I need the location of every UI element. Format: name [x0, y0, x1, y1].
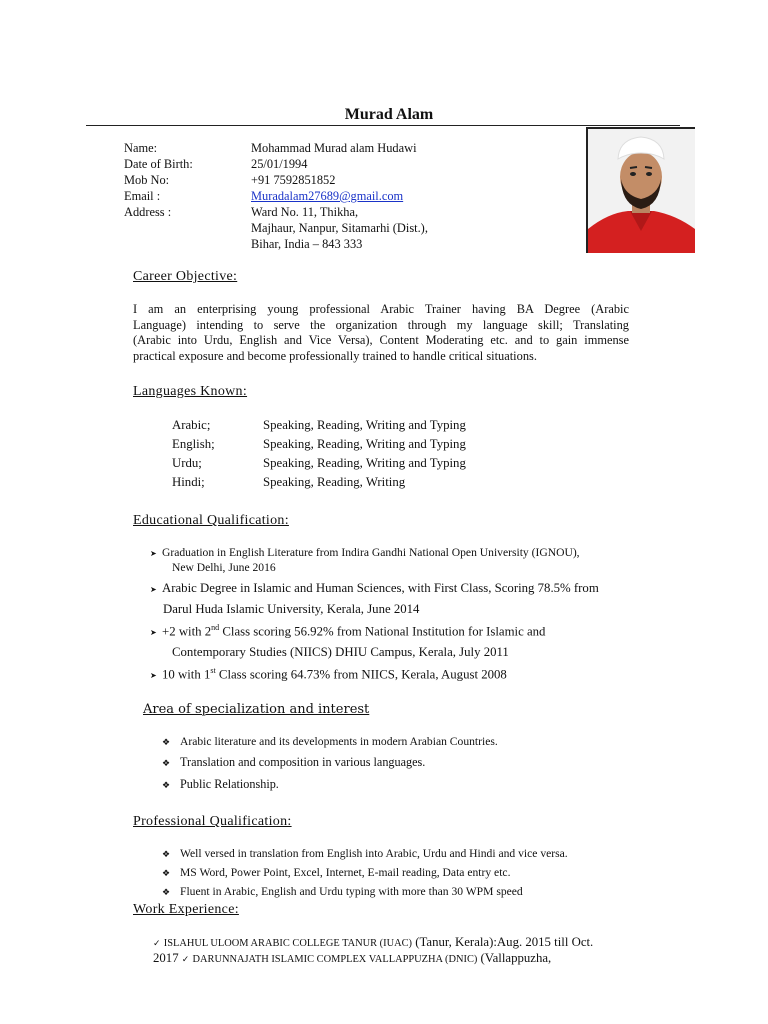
email-label: Email :	[124, 189, 161, 203]
arrow-bullet-icon: ➤	[150, 584, 157, 594]
specialization-item-text: Public Relationship.	[180, 777, 279, 791]
professional-item-text: Well versed in translation from English into Arabic, Urdu and Hindi and vice versa.	[180, 847, 568, 860]
employer-name: DARUNNAJATH ISLAMIC COMPLEX VALLAPPUZHA (DNIC)	[192, 954, 478, 965]
education-heading: Educational Qualification:	[133, 513, 289, 528]
email-link[interactable]: Muradalam27689@gmail.com	[251, 189, 404, 203]
education-item-text: +2 with 2	[162, 624, 212, 639]
profile-photo	[586, 127, 695, 253]
work-line-2	[153, 951, 551, 966]
language-name: Arabic;	[172, 418, 211, 432]
language-name: Hindi;	[172, 475, 205, 489]
list-item	[162, 735, 498, 748]
diamond-bullet-icon: ❖	[162, 757, 171, 768]
employment-end-year: 2017	[153, 951, 179, 965]
list-item	[150, 623, 545, 639]
diamond-bullet-icon: ❖	[162, 848, 171, 859]
diamond-bullet-icon: ❖	[162, 867, 171, 878]
specialization-item-text: Arabic literature and its developments in modern Arabian Countries.	[180, 735, 498, 748]
list-item	[162, 755, 425, 770]
list-item	[150, 546, 580, 559]
name-label: Name:	[124, 141, 158, 155]
list-item	[162, 777, 279, 792]
resume-name-title: Murad Alam	[344, 106, 434, 123]
language-name: English;	[172, 437, 215, 451]
language-name: Urdu;	[172, 456, 202, 470]
specialization-heading: Area of specialization and interest	[143, 702, 370, 717]
languages-heading: Languages Known:	[133, 384, 248, 399]
career-line: (Arabic into Urdu, English and Vice Versa), Content Moderating etc. and to gain immense	[133, 333, 629, 348]
education-item-text: Arabic Degree in Islamic and Human Sciences, with First Class, Scoring 78.5% from	[162, 581, 599, 595]
career-line: Language) intending to serve the organization through my language skill; Translating	[133, 317, 629, 332]
employer-details: (Tanur, Kerala):Aug. 2015 till Oct.	[412, 935, 594, 949]
person-portrait-icon	[588, 129, 695, 253]
address-label: Address :	[124, 205, 172, 219]
professional-heading: Professional Qualification:	[133, 814, 292, 829]
diamond-bullet-icon: ❖	[162, 886, 171, 897]
education-item-text: 10 with 1	[162, 667, 211, 682]
list-item	[162, 866, 510, 879]
professional-item-text: Fluent in Arabic, English and Urdu typing with more than 30 WPM speed	[180, 885, 523, 898]
mobile-label: Mob No:	[124, 173, 170, 187]
education-item-text: Graduation in English Literature from Indira Gandhi National Open University (IGNOU),	[162, 546, 580, 559]
checkmark-bullet-icon: ✓	[181, 954, 190, 964]
list-item	[162, 847, 568, 860]
language-skills: Speaking, Reading, Writing and Typing	[263, 437, 466, 451]
ordinal-suffix: st	[210, 666, 216, 675]
education-item-continuation: Darul Huda Islamic University, Kerala, June 2014	[163, 602, 420, 616]
arrow-bullet-icon: ➤	[150, 627, 157, 637]
diamond-bullet-icon: ❖	[162, 779, 171, 790]
professional-item-text: MS Word, Power Point, Excel, Internet, E-mail reading, Data entry etc.	[180, 866, 511, 879]
language-skills: Speaking, Reading, Writing and Typing	[263, 418, 466, 432]
education-item-text: Class scoring 64.73% from NIICS, Kerala, August 2008	[215, 667, 507, 682]
list-item	[150, 666, 507, 682]
work-line-1	[153, 935, 593, 950]
employer-name: ISLAHUL ULOOM ARABIC COLLEGE TANUR (IUAC)	[163, 938, 412, 949]
address-line-3: Bihar, India – 843 333	[251, 237, 363, 251]
name-value: Mohammad Murad alam Hudawi	[251, 141, 417, 155]
work-experience-heading: Work Experience:	[133, 902, 239, 917]
education-item-text: Class scoring 56.92% from National Institution for Islamic and	[219, 624, 546, 639]
list-item	[150, 581, 599, 596]
language-skills: Speaking, Reading, Writing	[263, 475, 406, 489]
arrow-bullet-icon: ➤	[150, 548, 157, 558]
language-skills: Speaking, Reading, Writing and Typing	[263, 456, 466, 470]
mobile-value: +91 7592851852	[251, 173, 336, 187]
dob-value: 25/01/1994	[251, 157, 308, 171]
career-line: practical exposure and become professionally trained to handle critical situations.	[133, 348, 537, 363]
dob-label: Date of Birth:	[124, 157, 193, 171]
checkmark-bullet-icon: ✓	[153, 938, 161, 948]
arrow-bullet-icon: ➤	[150, 670, 157, 680]
career-objective-text	[133, 302, 629, 364]
title-divider	[86, 125, 680, 126]
address-line-2: Majhaur, Nanpur, Sitamarhi (Dist.),	[251, 221, 428, 235]
diamond-bullet-icon: ❖	[162, 736, 171, 747]
ordinal-suffix: nd	[211, 623, 220, 632]
specialization-item-text: Translation and composition in various languages.	[180, 755, 426, 769]
address-line-1: Ward No. 11, Thikha,	[251, 205, 359, 219]
education-item-continuation: New Delhi, June 2016	[172, 561, 276, 574]
education-item-continuation: Contemporary Studies (NIICS) DHIU Campus, Kerala, July 2011	[172, 645, 509, 659]
career-objective-heading: Career Objective:	[133, 269, 238, 284]
career-line: I am an enterprising young professional Arabic Trainer having BA Degree (Arabic	[133, 302, 629, 316]
employer-details: (Vallappuzha,	[477, 951, 552, 965]
list-item	[162, 885, 523, 898]
